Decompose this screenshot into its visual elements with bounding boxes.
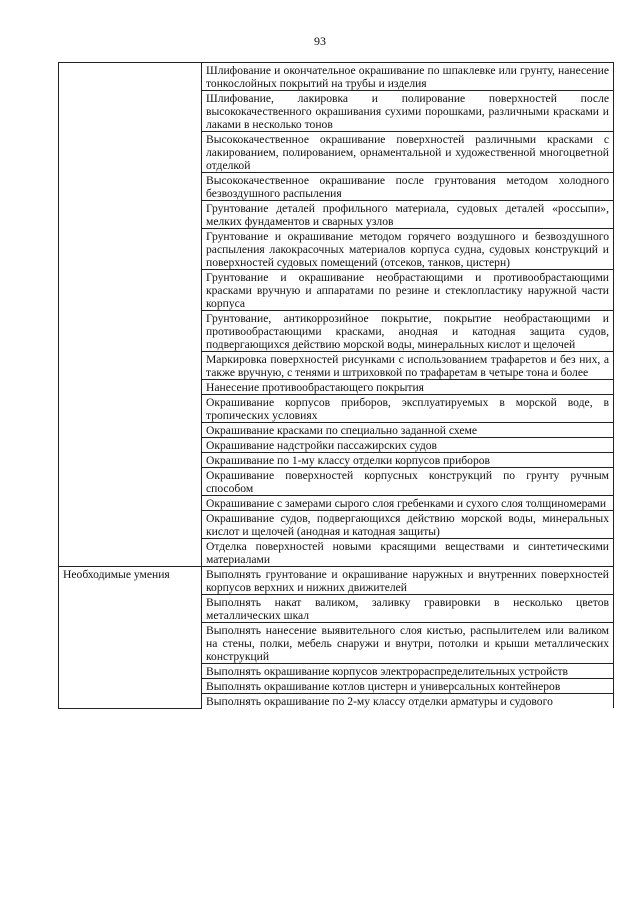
table-cell: Выполнять накат валиком, заливку гравировки в несколько цветов металлических шкал	[202, 595, 614, 623]
table-cell: Высококачественное окрашивание после грунтования методом холодного безвоздушного распыления	[202, 173, 614, 201]
table-row	[59, 63, 614, 91]
table-cell: Окрашивание корпусов приборов, эксплуатируемых в морской воде, в тропических условиях	[202, 395, 614, 423]
section-label-cell: Необходимые умения	[59, 567, 202, 709]
table-cell: Окрашивание судов, подвергающихся действию морской воды, минеральных кислот и щелочей (анодная и катодная защиты)	[202, 511, 614, 539]
table-cell: Шлифование и окончательное окрашивание по шпаклевке или грунту, нанесение тонкослойных покрытий на трубы и изделия	[202, 63, 614, 91]
table-cell: Выполнять окрашивание котлов цистерн и универсальных контейнеров	[202, 679, 614, 694]
table-cell: Окрашивание с замерами сырого слоя гребенками и сухого слоя толщиномерами	[202, 496, 614, 511]
table-cell: Грунтование и окрашивание необрастающими и противообрастающими красками вручную и аппаратами по резине и стеклопластику наружной части корпуса	[202, 270, 614, 311]
table-cell: Окрашивание по 1-му классу отделки корпусов приборов	[202, 453, 614, 468]
table-cell: Выполнять окрашивание корпусов электрораспределительных устройств	[202, 664, 614, 679]
table-cell: Окрашивание красками по специально заданной схеме	[202, 423, 614, 438]
table-cell: Выполнять нанесение выявительного слоя кистью, распылителем или валиком на стены, полки, мебель снаружи и внутри, потолки и крыши металлических конструкций	[202, 623, 614, 664]
page-number: 93	[314, 34, 326, 48]
table-cell: Грунтование деталей профильного материала, судовых деталей «россыпи», мелких фундаментов и сварных узлов	[202, 201, 614, 229]
table-cell: Окрашивание надстройки пассажирских судов	[202, 438, 614, 453]
table-cell: Окрашивание поверхностей корпусных конструкций по грунту ручным способом	[202, 468, 614, 496]
table-body	[59, 63, 614, 709]
table-cell: Грунтование, антикоррозийное покрытие, покрытие необрастающими и противообрастающими красками, анодная и катодная защита судов, подвергающихся действию морской воды, минеральных кислот и щелочей	[202, 311, 614, 352]
document-table	[58, 62, 614, 709]
table-cell: Маркировка поверхностей рисунками с использованием трафаретов и без них, а также вручную, с тенями и штриховкой по трафаретам в четыре тона и более	[202, 352, 614, 380]
table-cell: Грунтование и окрашивание методом горячего воздушного и безвоздушного распыления лакокрасочных материалов корпуса судна, судовых конструкций и поверхностей судовых помещений (отсеков, танков, цистерн)	[202, 229, 614, 270]
table-cell: Выполнять грунтование и окрашивание наружных и внутренних поверхностей корпусов верхних и нижних движителей	[202, 567, 614, 595]
table-row	[59, 567, 614, 595]
table-cell: Шлифование, лакировка и полирование поверхностей после высококачественного окрашивания сухими порошками, различными красками и лаками в несколько тонов	[202, 91, 614, 132]
table-cell: Высококачественное окрашивание поверхностей различными красками с лакированием, полированием, орнаментальной и художественной многоцветной отделкой	[202, 132, 614, 173]
table-cell: Нанесение противообрастающего покрытия	[202, 380, 614, 395]
table-cell: Отделка поверхностей новыми красящими веществами и синтетическими материалами	[202, 539, 614, 567]
section-label-cell	[59, 63, 202, 567]
table-cell: Выполнять окрашивание по 2-му классу отделки арматуры и судового	[202, 694, 614, 709]
